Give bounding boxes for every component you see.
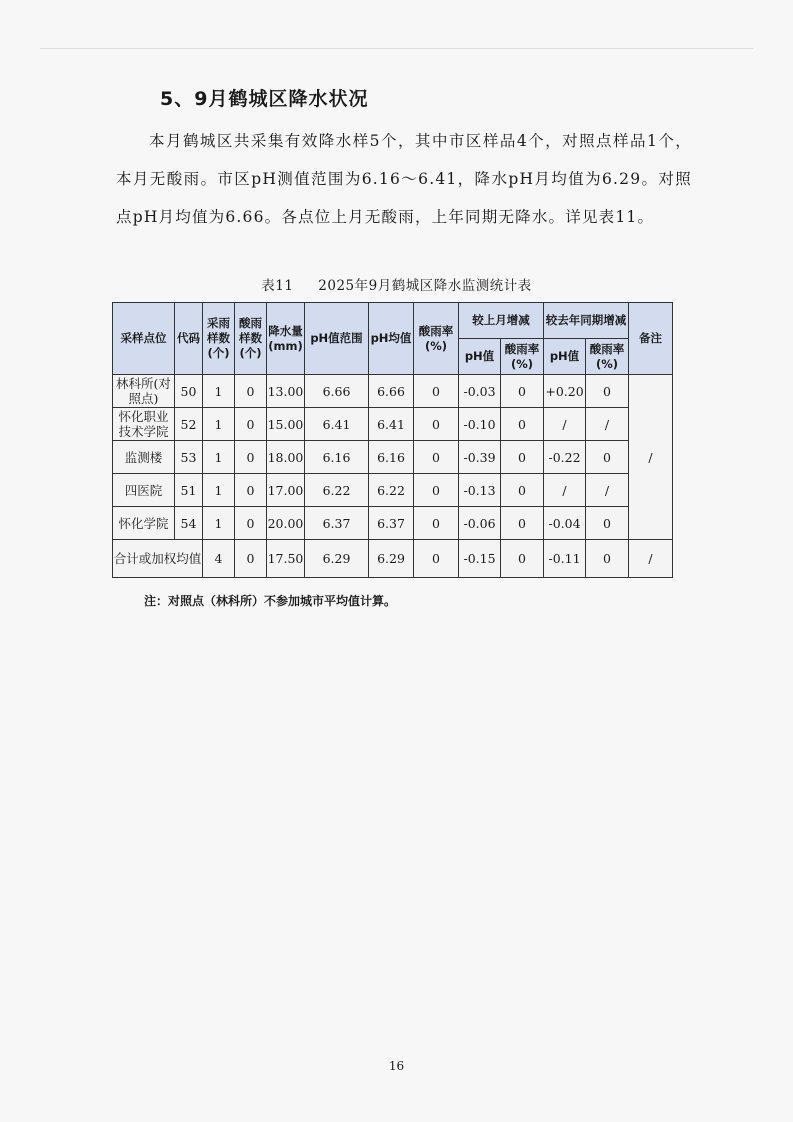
cell-ly-acid: /: [586, 474, 629, 507]
header-vs-last-year: 较去年同期增减: [544, 303, 629, 339]
total-row: [113, 540, 673, 578]
header-rainfall: 降水量(mm): [267, 303, 305, 375]
header-acid-samples: 酸雨样数(个): [235, 303, 267, 375]
cell-samples: 1: [203, 507, 235, 540]
header-site: 采样点位: [113, 303, 175, 375]
cell-site: 怀化学院: [113, 507, 175, 540]
cell-ph-mean: 6.22: [369, 474, 414, 507]
cell-ph-range: 6.16: [305, 441, 369, 474]
cell-acid-samples: 0: [235, 507, 267, 540]
cell-rainfall: 15.00: [267, 408, 305, 441]
header-remark: 备注: [629, 303, 673, 375]
cell-total-samples: 4: [203, 540, 235, 578]
table-caption-number: 表11: [261, 278, 294, 294]
cell-rainfall: 18.00: [267, 441, 305, 474]
cell-ly-ph: +0.20: [544, 375, 586, 408]
cell-ph-mean: 6.41: [369, 408, 414, 441]
header-ph-mean: pH均值: [369, 303, 414, 375]
cell-total-label: 合计或加权均值: [113, 540, 203, 578]
cell-code: 51: [175, 474, 203, 507]
cell-code: 53: [175, 441, 203, 474]
subheader-lm-acid: 酸雨率(%): [501, 339, 544, 375]
cell-code: 54: [175, 507, 203, 540]
cell-ly-acid: 0: [586, 507, 629, 540]
cell-total-rainfall: 17.50: [267, 540, 305, 578]
cell-lm-ph: -0.10: [459, 408, 501, 441]
cell-total-ly-acid: 0: [586, 540, 629, 578]
cell-samples: 1: [203, 474, 235, 507]
cell-total-lm-ph: -0.15: [459, 540, 501, 578]
cell-total-acid-samples: 0: [235, 540, 267, 578]
cell-lm-acid: 0: [501, 507, 544, 540]
cell-ph-range: 6.37: [305, 507, 369, 540]
table-caption-title: 2025年9月鹤城区降水监测统计表: [318, 278, 532, 294]
cell-ly-acid: 0: [586, 441, 629, 474]
cell-lm-acid: 0: [501, 375, 544, 408]
cell-site: 怀化职业技术学院: [113, 408, 175, 441]
cell-site: 林科所(对照点): [113, 375, 175, 408]
table-row: [113, 441, 673, 474]
header-vs-last-month: 较上月增减: [459, 303, 544, 339]
cell-acid-samples: 0: [235, 375, 267, 408]
cell-lm-acid: 0: [501, 474, 544, 507]
top-rule: [40, 48, 753, 49]
cell-samples: 1: [203, 375, 235, 408]
subheader-lm-ph: pH值: [459, 339, 501, 375]
cell-lm-acid: 0: [501, 408, 544, 441]
cell-total-ly-ph: -0.11: [544, 540, 586, 578]
precipitation-table: [112, 302, 673, 578]
cell-total-acid-rate: 0: [414, 540, 459, 578]
cell-code: 50: [175, 375, 203, 408]
cell-total-ph-mean: 6.29: [369, 540, 414, 578]
table-row: [113, 474, 673, 507]
cell-total-remark: /: [629, 540, 673, 578]
table-row: [113, 507, 673, 540]
cell-code: 52: [175, 408, 203, 441]
body-paragraph: 本月鹤城区共采集有效降水样5个，其中市区样品4个，对照点样品1个，本月无酸雨。市区pH测值范围为6.16～6.41，降水pH月均值为6.29。对照点pH月均值为6.66。各点位上月无酸雨，上年同期无降水。详见表11。: [116, 132, 692, 226]
cell-acid-samples: 0: [235, 474, 267, 507]
cell-total-ph-range: 6.29: [305, 540, 369, 578]
cell-acid-samples: 0: [235, 441, 267, 474]
cell-rainfall: 13.00: [267, 375, 305, 408]
cell-ph-mean: 6.66: [369, 375, 414, 408]
cell-acid-samples: 0: [235, 408, 267, 441]
cell-ph-range: 6.66: [305, 375, 369, 408]
cell-acid-rate: 0: [414, 375, 459, 408]
table-row: [113, 375, 673, 408]
header-acid-rate: 酸雨率(%): [414, 303, 459, 375]
cell-lm-acid: 0: [501, 441, 544, 474]
cell-lm-ph: -0.03: [459, 375, 501, 408]
cell-ly-ph: /: [544, 408, 586, 441]
header-code: 代码: [175, 303, 203, 375]
cell-ph-mean: 6.37: [369, 507, 414, 540]
cell-site: 监测楼: [113, 441, 175, 474]
header-samples: 采雨样数(个): [203, 303, 235, 375]
subheader-ly-acid: 酸雨率(%): [586, 339, 629, 375]
cell-acid-rate: 0: [414, 441, 459, 474]
cell-ph-range: 6.41: [305, 408, 369, 441]
header-ph-range: pH值范围: [305, 303, 369, 375]
table-note: 注：对照点（林科所）不参加城市平均值计算。: [144, 594, 397, 608]
cell-ly-acid: /: [586, 408, 629, 441]
subheader-ly-ph: pH值: [544, 339, 586, 375]
cell-total-lm-acid: 0: [501, 540, 544, 578]
cell-ly-acid: 0: [586, 375, 629, 408]
cell-rainfall: 17.00: [267, 474, 305, 507]
cell-site: 四医院: [113, 474, 175, 507]
table-row: [113, 408, 673, 441]
cell-ly-ph: -0.22: [544, 441, 586, 474]
cell-remark-merged: /: [629, 375, 673, 540]
cell-ly-ph: -0.04: [544, 507, 586, 540]
section-heading: 5、9月鹤城区降水状况: [160, 88, 369, 110]
cell-lm-ph: -0.39: [459, 441, 501, 474]
cell-ph-range: 6.22: [305, 474, 369, 507]
cell-samples: 1: [203, 441, 235, 474]
cell-acid-rate: 0: [414, 408, 459, 441]
table-caption: [0, 274, 793, 294]
cell-rainfall: 20.00: [267, 507, 305, 540]
page-number: 16: [388, 1059, 405, 1073]
cell-acid-rate: 0: [414, 474, 459, 507]
cell-ly-ph: /: [544, 474, 586, 507]
cell-acid-rate: 0: [414, 507, 459, 540]
cell-samples: 1: [203, 408, 235, 441]
cell-lm-ph: -0.13: [459, 474, 501, 507]
cell-ph-mean: 6.16: [369, 441, 414, 474]
cell-lm-ph: -0.06: [459, 507, 501, 540]
